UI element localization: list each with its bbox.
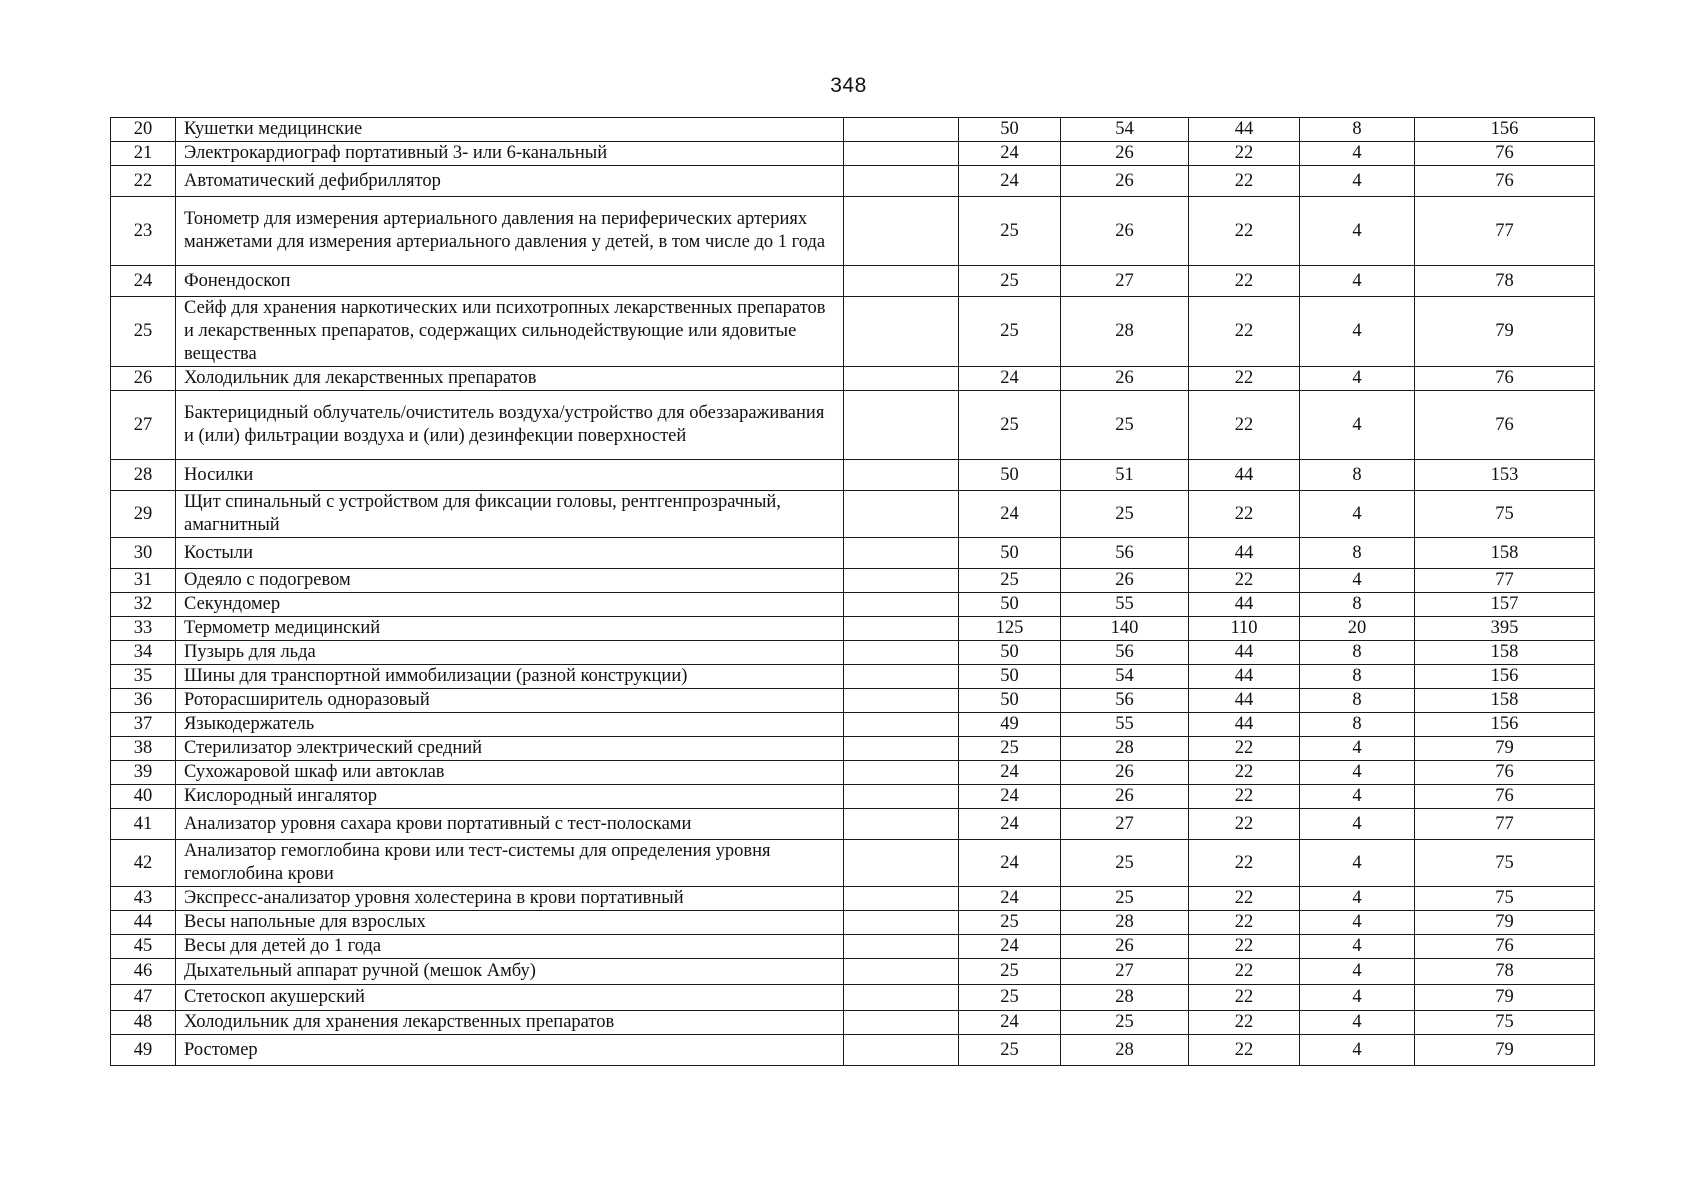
equipment-name: Бактерицидный облучатель/очиститель воздуха/устройство для обеззараживания и (или) фильтрации воздуха и (или) дезинфекции поверхностей bbox=[176, 391, 844, 460]
value-col-3: 44 bbox=[1189, 538, 1300, 569]
value-col-4: 4 bbox=[1300, 297, 1415, 367]
row-number: 30 bbox=[111, 538, 176, 569]
table-row bbox=[111, 197, 1595, 266]
table-row bbox=[111, 142, 1595, 166]
value-col-4: 4 bbox=[1300, 367, 1415, 391]
total-cell: 79 bbox=[1415, 297, 1595, 367]
table-row bbox=[111, 391, 1595, 460]
equipment-name: Кислородный ингалятор bbox=[176, 785, 844, 809]
value-col-1: 50 bbox=[959, 538, 1061, 569]
value-col-3: 22 bbox=[1189, 1035, 1300, 1066]
table-row bbox=[111, 491, 1595, 538]
equipment-name: Холодильник для лекарственных препаратов bbox=[176, 367, 844, 391]
value-col-4: 4 bbox=[1300, 142, 1415, 166]
row-number: 36 bbox=[111, 689, 176, 713]
extra-cell bbox=[844, 367, 959, 391]
extra-cell bbox=[844, 617, 959, 641]
total-cell: 79 bbox=[1415, 985, 1595, 1011]
extra-cell bbox=[844, 118, 959, 142]
value-col-4: 8 bbox=[1300, 118, 1415, 142]
value-col-2: 25 bbox=[1061, 887, 1189, 911]
value-col-1: 24 bbox=[959, 840, 1061, 887]
total-cell: 158 bbox=[1415, 538, 1595, 569]
table-row bbox=[111, 809, 1595, 840]
value-col-1: 25 bbox=[959, 569, 1061, 593]
total-cell: 156 bbox=[1415, 118, 1595, 142]
extra-cell bbox=[844, 166, 959, 197]
total-cell: 156 bbox=[1415, 665, 1595, 689]
value-col-1: 25 bbox=[959, 959, 1061, 985]
total-cell: 157 bbox=[1415, 593, 1595, 617]
value-col-1: 24 bbox=[959, 887, 1061, 911]
value-col-1: 50 bbox=[959, 689, 1061, 713]
extra-cell bbox=[844, 713, 959, 737]
value-col-2: 28 bbox=[1061, 297, 1189, 367]
value-col-1: 24 bbox=[959, 166, 1061, 197]
row-number: 45 bbox=[111, 935, 176, 959]
value-col-3: 44 bbox=[1189, 118, 1300, 142]
value-col-3: 22 bbox=[1189, 809, 1300, 840]
table-row bbox=[111, 166, 1595, 197]
value-col-3: 22 bbox=[1189, 569, 1300, 593]
table-row bbox=[111, 840, 1595, 887]
value-col-4: 8 bbox=[1300, 460, 1415, 491]
row-number: 32 bbox=[111, 593, 176, 617]
value-col-4: 8 bbox=[1300, 641, 1415, 665]
value-col-3: 22 bbox=[1189, 367, 1300, 391]
row-number: 31 bbox=[111, 569, 176, 593]
value-col-2: 25 bbox=[1061, 1011, 1189, 1035]
equipment-name: Одеяло с подогревом bbox=[176, 569, 844, 593]
equipment-name: Холодильник для хранения лекарственных препаратов bbox=[176, 1011, 844, 1035]
equipment-name: Сухожаровой шкаф или автоклав bbox=[176, 761, 844, 785]
value-col-1: 24 bbox=[959, 761, 1061, 785]
value-col-1: 50 bbox=[959, 460, 1061, 491]
value-col-2: 27 bbox=[1061, 959, 1189, 985]
equipment-name: Анализатор уровня сахара крови портативный с тест-полосками bbox=[176, 809, 844, 840]
value-col-3: 22 bbox=[1189, 935, 1300, 959]
value-col-3: 22 bbox=[1189, 266, 1300, 297]
value-col-4: 8 bbox=[1300, 665, 1415, 689]
value-col-3: 44 bbox=[1189, 665, 1300, 689]
equipment-name: Экспресс-анализатор уровня холестерина в крови портативный bbox=[176, 887, 844, 911]
value-col-4: 4 bbox=[1300, 569, 1415, 593]
table-row bbox=[111, 737, 1595, 761]
equipment-name: Автоматический дефибриллятор bbox=[176, 166, 844, 197]
extra-cell bbox=[844, 935, 959, 959]
total-cell: 77 bbox=[1415, 197, 1595, 266]
value-col-2: 28 bbox=[1061, 985, 1189, 1011]
value-col-2: 26 bbox=[1061, 197, 1189, 266]
value-col-3: 22 bbox=[1189, 737, 1300, 761]
value-col-2: 26 bbox=[1061, 142, 1189, 166]
row-number: 33 bbox=[111, 617, 176, 641]
extra-cell bbox=[844, 391, 959, 460]
row-number: 34 bbox=[111, 641, 176, 665]
value-col-1: 25 bbox=[959, 985, 1061, 1011]
total-cell: 153 bbox=[1415, 460, 1595, 491]
total-cell: 75 bbox=[1415, 1011, 1595, 1035]
value-col-3: 44 bbox=[1189, 460, 1300, 491]
extra-cell bbox=[844, 985, 959, 1011]
equipment-name: Носилки bbox=[176, 460, 844, 491]
value-col-3: 44 bbox=[1189, 713, 1300, 737]
equipment-name: Электрокардиограф портативный 3- или 6-канальный bbox=[176, 142, 844, 166]
total-cell: 158 bbox=[1415, 641, 1595, 665]
value-col-3: 22 bbox=[1189, 761, 1300, 785]
equipment-name: Пузырь для льда bbox=[176, 641, 844, 665]
total-cell: 75 bbox=[1415, 840, 1595, 887]
value-col-2: 26 bbox=[1061, 166, 1189, 197]
total-cell: 76 bbox=[1415, 367, 1595, 391]
table-row bbox=[111, 935, 1595, 959]
value-col-3: 22 bbox=[1189, 297, 1300, 367]
total-cell: 75 bbox=[1415, 491, 1595, 538]
total-cell: 78 bbox=[1415, 266, 1595, 297]
value-col-2: 26 bbox=[1061, 569, 1189, 593]
total-cell: 79 bbox=[1415, 911, 1595, 935]
value-col-2: 26 bbox=[1061, 935, 1189, 959]
table-row bbox=[111, 689, 1595, 713]
value-col-4: 4 bbox=[1300, 887, 1415, 911]
value-col-1: 25 bbox=[959, 297, 1061, 367]
table-row bbox=[111, 297, 1595, 367]
value-col-2: 26 bbox=[1061, 785, 1189, 809]
table-row bbox=[111, 713, 1595, 737]
value-col-1: 24 bbox=[959, 935, 1061, 959]
row-number: 28 bbox=[111, 460, 176, 491]
value-col-1: 25 bbox=[959, 391, 1061, 460]
value-col-2: 25 bbox=[1061, 391, 1189, 460]
value-col-3: 44 bbox=[1189, 593, 1300, 617]
extra-cell bbox=[844, 737, 959, 761]
value-col-1: 125 bbox=[959, 617, 1061, 641]
extra-cell bbox=[844, 266, 959, 297]
total-cell: 76 bbox=[1415, 391, 1595, 460]
total-cell: 76 bbox=[1415, 785, 1595, 809]
value-col-2: 56 bbox=[1061, 641, 1189, 665]
row-number: 26 bbox=[111, 367, 176, 391]
value-col-3: 110 bbox=[1189, 617, 1300, 641]
value-col-3: 22 bbox=[1189, 959, 1300, 985]
value-col-1: 25 bbox=[959, 266, 1061, 297]
row-number: 49 bbox=[111, 1035, 176, 1066]
row-number: 39 bbox=[111, 761, 176, 785]
value-col-3: 22 bbox=[1189, 491, 1300, 538]
extra-cell bbox=[844, 761, 959, 785]
extra-cell bbox=[844, 1035, 959, 1066]
value-col-4: 8 bbox=[1300, 538, 1415, 569]
extra-cell bbox=[844, 785, 959, 809]
equipment-name: Секундомер bbox=[176, 593, 844, 617]
extra-cell bbox=[844, 197, 959, 266]
row-number: 37 bbox=[111, 713, 176, 737]
value-col-1: 24 bbox=[959, 367, 1061, 391]
equipment-name: Дыхательный аппарат ручной (мешок Амбу) bbox=[176, 959, 844, 985]
table-row bbox=[111, 1011, 1595, 1035]
table-row bbox=[111, 266, 1595, 297]
value-col-4: 8 bbox=[1300, 713, 1415, 737]
value-col-2: 140 bbox=[1061, 617, 1189, 641]
row-number: 38 bbox=[111, 737, 176, 761]
value-col-2: 25 bbox=[1061, 840, 1189, 887]
table-row bbox=[111, 460, 1595, 491]
equipment-name: Сейф для хранения наркотических или психотропных лекарственных препаратов и лекарственных препаратов, содержащих сильнодействующие или ядовитые вещества bbox=[176, 297, 844, 367]
extra-cell bbox=[844, 665, 959, 689]
total-cell: 77 bbox=[1415, 569, 1595, 593]
total-cell: 77 bbox=[1415, 809, 1595, 840]
total-cell: 158 bbox=[1415, 689, 1595, 713]
row-number: 21 bbox=[111, 142, 176, 166]
value-col-4: 8 bbox=[1300, 593, 1415, 617]
equipment-name: Термометр медицинский bbox=[176, 617, 844, 641]
equipment-name: Стетоскоп акушерский bbox=[176, 985, 844, 1011]
value-col-1: 50 bbox=[959, 641, 1061, 665]
extra-cell bbox=[844, 689, 959, 713]
value-col-4: 4 bbox=[1300, 166, 1415, 197]
table-body bbox=[111, 118, 1595, 1066]
value-col-4: 4 bbox=[1300, 761, 1415, 785]
value-col-1: 25 bbox=[959, 1035, 1061, 1066]
row-number: 29 bbox=[111, 491, 176, 538]
extra-cell bbox=[844, 142, 959, 166]
value-col-1: 24 bbox=[959, 1011, 1061, 1035]
value-col-3: 44 bbox=[1189, 641, 1300, 665]
value-col-2: 28 bbox=[1061, 1035, 1189, 1066]
value-col-1: 50 bbox=[959, 593, 1061, 617]
value-col-4: 4 bbox=[1300, 809, 1415, 840]
table-row bbox=[111, 665, 1595, 689]
value-col-2: 55 bbox=[1061, 713, 1189, 737]
total-cell: 78 bbox=[1415, 959, 1595, 985]
extra-cell bbox=[844, 538, 959, 569]
value-col-1: 24 bbox=[959, 142, 1061, 166]
equipment-name: Костыли bbox=[176, 538, 844, 569]
table-row bbox=[111, 118, 1595, 142]
extra-cell bbox=[844, 641, 959, 665]
value-col-3: 22 bbox=[1189, 197, 1300, 266]
extra-cell bbox=[844, 911, 959, 935]
table-row bbox=[111, 761, 1595, 785]
value-col-4: 4 bbox=[1300, 1035, 1415, 1066]
total-cell: 395 bbox=[1415, 617, 1595, 641]
value-col-1: 24 bbox=[959, 785, 1061, 809]
total-cell: 76 bbox=[1415, 761, 1595, 785]
row-number: 48 bbox=[111, 1011, 176, 1035]
table-row bbox=[111, 617, 1595, 641]
value-col-4: 4 bbox=[1300, 197, 1415, 266]
row-number: 43 bbox=[111, 887, 176, 911]
value-col-3: 22 bbox=[1189, 840, 1300, 887]
value-col-1: 25 bbox=[959, 737, 1061, 761]
value-col-2: 54 bbox=[1061, 665, 1189, 689]
value-col-3: 22 bbox=[1189, 166, 1300, 197]
row-number: 24 bbox=[111, 266, 176, 297]
extra-cell bbox=[844, 887, 959, 911]
equipment-name: Ростомер bbox=[176, 1035, 844, 1066]
value-col-4: 4 bbox=[1300, 491, 1415, 538]
value-col-2: 26 bbox=[1061, 761, 1189, 785]
value-col-3: 44 bbox=[1189, 689, 1300, 713]
extra-cell bbox=[844, 1011, 959, 1035]
equipment-name: Анализатор гемоглобина крови или тест-системы для определения уровня гемоглобина крови bbox=[176, 840, 844, 887]
value-col-1: 24 bbox=[959, 809, 1061, 840]
equipment-name: Шины для транспортной иммобилизации (разной конструкции) bbox=[176, 665, 844, 689]
value-col-4: 4 bbox=[1300, 911, 1415, 935]
value-col-2: 26 bbox=[1061, 367, 1189, 391]
row-number: 47 bbox=[111, 985, 176, 1011]
table-row bbox=[111, 785, 1595, 809]
value-col-2: 55 bbox=[1061, 593, 1189, 617]
value-col-4: 8 bbox=[1300, 689, 1415, 713]
total-cell: 156 bbox=[1415, 713, 1595, 737]
total-cell: 76 bbox=[1415, 935, 1595, 959]
extra-cell bbox=[844, 491, 959, 538]
row-number: 42 bbox=[111, 840, 176, 887]
total-cell: 76 bbox=[1415, 142, 1595, 166]
table-row bbox=[111, 593, 1595, 617]
value-col-1: 49 bbox=[959, 713, 1061, 737]
equipment-name: Весы напольные для взрослых bbox=[176, 911, 844, 935]
equipment-name: Кушетки медицинские bbox=[176, 118, 844, 142]
value-col-4: 4 bbox=[1300, 840, 1415, 887]
row-number: 22 bbox=[111, 166, 176, 197]
extra-cell bbox=[844, 460, 959, 491]
value-col-4: 4 bbox=[1300, 737, 1415, 761]
table-row bbox=[111, 985, 1595, 1011]
value-col-3: 22 bbox=[1189, 887, 1300, 911]
value-col-3: 22 bbox=[1189, 1011, 1300, 1035]
table-row bbox=[111, 538, 1595, 569]
value-col-4: 4 bbox=[1300, 1011, 1415, 1035]
equipment-name: Роторасширитель одноразовый bbox=[176, 689, 844, 713]
equipment-name: Фонендоскоп bbox=[176, 266, 844, 297]
table-row bbox=[111, 1035, 1595, 1066]
value-col-4: 4 bbox=[1300, 391, 1415, 460]
value-col-2: 27 bbox=[1061, 809, 1189, 840]
equipment-name: Весы для детей до 1 года bbox=[176, 935, 844, 959]
value-col-2: 54 bbox=[1061, 118, 1189, 142]
extra-cell bbox=[844, 593, 959, 617]
value-col-2: 51 bbox=[1061, 460, 1189, 491]
extra-cell bbox=[844, 297, 959, 367]
value-col-4: 4 bbox=[1300, 959, 1415, 985]
table-row bbox=[111, 959, 1595, 985]
value-col-4: 20 bbox=[1300, 617, 1415, 641]
table-row bbox=[111, 569, 1595, 593]
value-col-4: 4 bbox=[1300, 266, 1415, 297]
extra-cell bbox=[844, 959, 959, 985]
value-col-1: 24 bbox=[959, 491, 1061, 538]
table-row bbox=[111, 641, 1595, 665]
value-col-3: 22 bbox=[1189, 142, 1300, 166]
value-col-2: 25 bbox=[1061, 491, 1189, 538]
row-number: 25 bbox=[111, 297, 176, 367]
equipment-name: Языкодержатель bbox=[176, 713, 844, 737]
value-col-1: 25 bbox=[959, 197, 1061, 266]
equipment-name: Стерилизатор электрический средний bbox=[176, 737, 844, 761]
row-number: 46 bbox=[111, 959, 176, 985]
total-cell: 79 bbox=[1415, 1035, 1595, 1066]
equipment-name: Щит спинальный с устройством для фиксации головы, рентгенпрозрачный, амагнитный bbox=[176, 491, 844, 538]
value-col-1: 50 bbox=[959, 118, 1061, 142]
value-col-2: 56 bbox=[1061, 538, 1189, 569]
value-col-2: 28 bbox=[1061, 737, 1189, 761]
value-col-4: 4 bbox=[1300, 785, 1415, 809]
value-col-4: 4 bbox=[1300, 935, 1415, 959]
value-col-2: 27 bbox=[1061, 266, 1189, 297]
equipment-name: Тонометр для измерения артериального давления на периферических артериях манжетами для измерения артериального давления у детей, в том числе до 1 года bbox=[176, 197, 844, 266]
extra-cell bbox=[844, 840, 959, 887]
extra-cell bbox=[844, 809, 959, 840]
value-col-3: 22 bbox=[1189, 985, 1300, 1011]
row-number: 35 bbox=[111, 665, 176, 689]
total-cell: 76 bbox=[1415, 166, 1595, 197]
table-row bbox=[111, 887, 1595, 911]
value-col-3: 22 bbox=[1189, 785, 1300, 809]
equipment-table bbox=[110, 117, 1595, 1066]
value-col-3: 22 bbox=[1189, 911, 1300, 935]
table-row bbox=[111, 911, 1595, 935]
row-number: 41 bbox=[111, 809, 176, 840]
value-col-1: 50 bbox=[959, 665, 1061, 689]
row-number: 40 bbox=[111, 785, 176, 809]
page-number: 348 bbox=[830, 74, 867, 97]
value-col-2: 56 bbox=[1061, 689, 1189, 713]
extra-cell bbox=[844, 569, 959, 593]
table-row bbox=[111, 367, 1595, 391]
value-col-1: 25 bbox=[959, 911, 1061, 935]
row-number: 44 bbox=[111, 911, 176, 935]
total-cell: 79 bbox=[1415, 737, 1595, 761]
value-col-3: 22 bbox=[1189, 391, 1300, 460]
total-cell: 75 bbox=[1415, 887, 1595, 911]
row-number: 27 bbox=[111, 391, 176, 460]
row-number: 20 bbox=[111, 118, 176, 142]
value-col-4: 4 bbox=[1300, 985, 1415, 1011]
value-col-2: 28 bbox=[1061, 911, 1189, 935]
row-number: 23 bbox=[111, 197, 176, 266]
